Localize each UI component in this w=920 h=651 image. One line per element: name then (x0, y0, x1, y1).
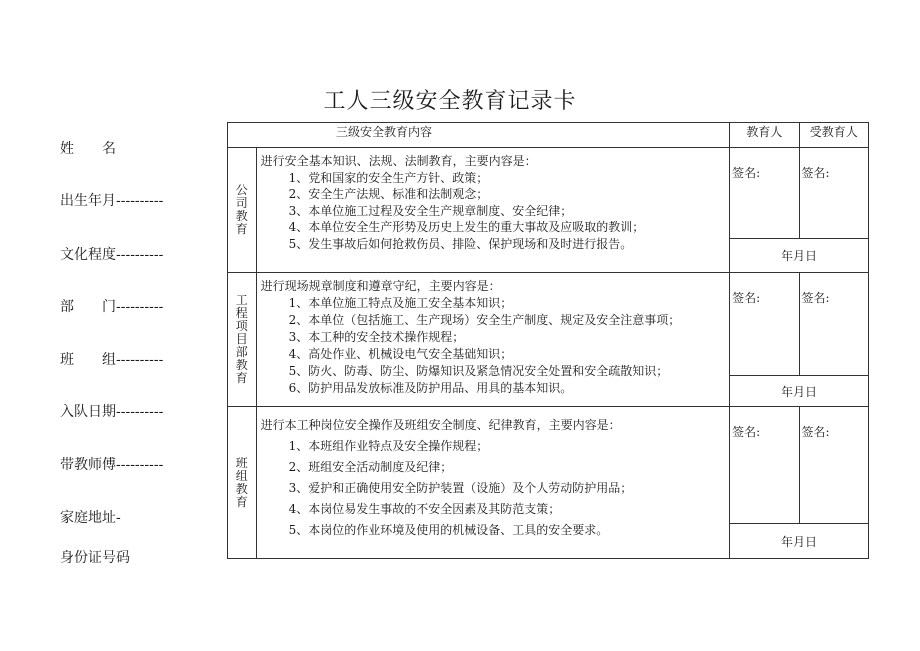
info-birth: 出生年月---------- (60, 193, 164, 209)
receiver-signature-field[interactable]: 签名: (799, 148, 868, 239)
section-label-team: 班 组 教 育 (228, 407, 257, 559)
date-field[interactable]: 年月日 (730, 239, 869, 273)
section-team-row (228, 407, 869, 524)
receiver-signature-field[interactable]: 签名: (799, 273, 868, 376)
section-company-row (228, 148, 869, 239)
info-department: 部 门---------- (60, 299, 164, 315)
list-item: 1、党和国家的安全生产方针、政策； (288, 170, 489, 185)
list-item: 3、爱护和正确使用安全防护装置（设施）及个人劳动防护用品； (288, 481, 633, 495)
list-item: 4、本岗位易发生事故的不安全因素及其防范支策； (288, 502, 561, 516)
list-item: 2、本单位（包括施工、生产现场）安全生产制度、规定及安全注意事项； (288, 313, 681, 327)
section-label-project: 工 程 项 目 部 教 育 (228, 273, 257, 407)
receiver-signature-field[interactable]: 签名: (799, 407, 868, 524)
educator-signature-field[interactable]: 签名: (730, 273, 799, 376)
list-item: 4、本单位安全生产形势及历史上发生的重大事故及应吸取的教训； (288, 220, 645, 235)
list-item: 1、本单位施工特点及施工安全基本知识； (288, 296, 513, 310)
header-content: 三级安全教育内容 (228, 123, 730, 148)
list-item: 3、本工种的安全技术操作规程； (288, 330, 465, 344)
list-item: 1、本班组作业特点及安全操作规程； (288, 439, 489, 453)
date-field[interactable]: 年月日 (730, 524, 869, 559)
section-label-company: 公 司 教 育 (228, 148, 257, 273)
list-item: 5、发生事故后如何抢救伤员、排险、保护现场和及时进行报告。 (288, 236, 633, 251)
education-record-table (227, 122, 869, 559)
list-item: 4、高处作业、机械设电气安全基础知识； (288, 347, 513, 361)
section-content-project: 进行现场规章制度和遵章守纪，主要内容是： 1、本单位施工特点及施工安全基本知识； 2、本单位（包括施工、生产现场）安全生产制度、规定及安全注意事项； 3、本工种的安全技术操作规程； 4、高处作业、机械设电气安全基础知识； 5、防火、防毒、防尘、防爆知识及紧急情况安全处置和安全疏散知识； 6、防护用品发放标准及防护用品、用具的基本知识。 (256, 273, 730, 407)
header-receiver: 受教育人 (799, 123, 868, 148)
section-content-team: 进行本工种岗位安全操作及班组安全制度、纪律教育，主要内容是： 1、本班组作业特点及安全操作规程； 2、班组安全活动制度及纪律； 3、爱护和正确使用安全防护装置（设施）及个人劳动防护用品； 4、本岗位易发生事故的不安全因素及其防范支策； 5、本岗位的作业环境及使用的机械设备、工具的安全要求。 (256, 407, 730, 559)
educator-signature-field[interactable]: 签名: (730, 407, 799, 524)
info-name: 姓 名 (60, 141, 116, 157)
info-join-date: 入队日期---------- (60, 404, 164, 420)
info-education: 文化程度---------- (60, 247, 164, 263)
info-mentor: 带教师傅---------- (60, 457, 164, 473)
header-educator: 教育人 (730, 123, 799, 148)
section-content-company: 进行安全基本知识、法规、法制教育，主要内容是： 1、党和国家的安全生产方针、政策； 2、安全生产法规、标准和法制观念； 3、本单位施工过程及安全生产规章制度、安全纪律； 4、本单位安全生产形势及历史上发生的重大事故及应吸取的教训； 5、发生事故后如何抢救伤员、排险、保护现场和及时进行报告。 (256, 148, 730, 273)
educator-signature-field[interactable]: 签名: (730, 148, 799, 239)
list-item: 6、防护用品发放标准及防护用品、用具的基本知识。 (288, 381, 573, 395)
section-project-row (228, 273, 869, 376)
list-item: 5、本岗位的作业环境及使用的机械设备、工具的安全要求。 (288, 523, 609, 537)
list-item: 3、本单位施工过程及安全生产规章制度、安全纪律； (288, 203, 573, 218)
info-address: 家庭地址- (60, 510, 121, 526)
document-title: 工人三级安全教育记录卡 (323, 89, 577, 114)
list-item: 2、班组安全活动制度及纪律； (288, 460, 453, 474)
info-team: 班 组---------- (60, 352, 164, 368)
list-item: 5、防火、防毒、防尘、防爆知识及紧急情况安全处置和安全疏散知识； (288, 364, 669, 378)
info-id-number: 身份证号码 (60, 550, 130, 566)
list-item: 2、安全生产法规、标准和法制观念； (288, 187, 489, 202)
table-header-row (228, 123, 869, 148)
date-field[interactable]: 年月日 (730, 376, 869, 407)
